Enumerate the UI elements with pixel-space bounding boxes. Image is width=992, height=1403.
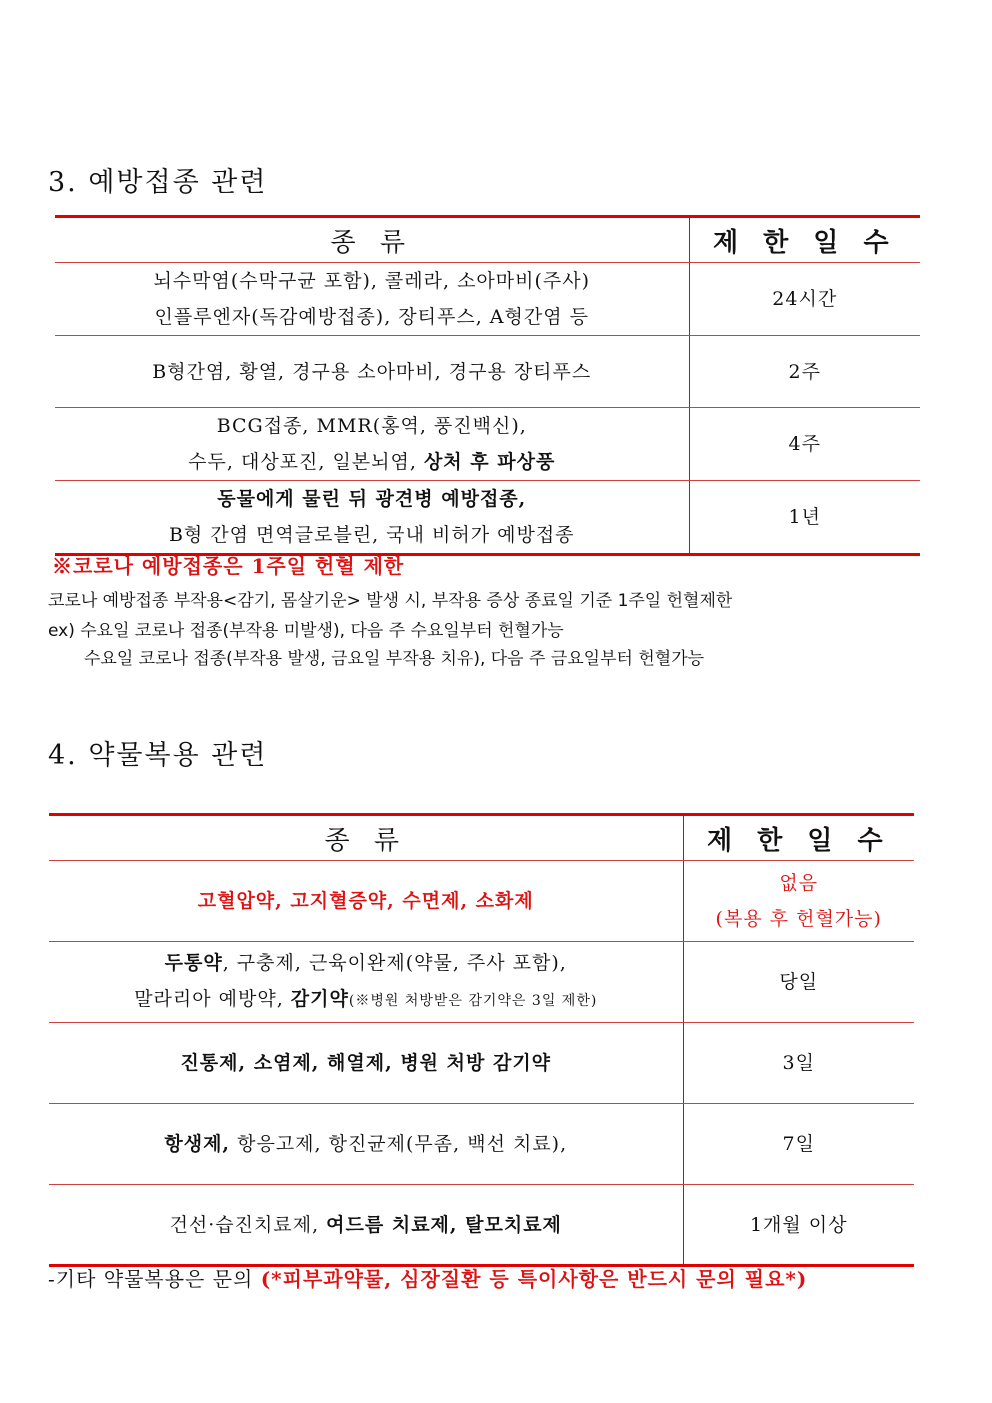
header-type: 종 류: [49, 815, 683, 861]
row-type: 고혈압약, 고지혈증약, 수면제, 소화제: [49, 861, 683, 942]
row-type-bold: 두통약: [164, 952, 223, 974]
covid-note-detail: 코로나 예방접종 부작용<감기, 몸살기운> 발생 시, 부작용 증상 종료일 기준 1주일 헌혈제한: [48, 591, 733, 611]
footer-warning: (*피부과약물, 심장질환 등 특이사항은 반드시 문의 필요*): [260, 1267, 808, 1291]
row-days: 1년: [689, 481, 920, 555]
row-line: 수두, 대상포진, 일본뇌염,: [188, 451, 424, 473]
row-line-bold: 동물에게 물린 뒤 광견병 예방접종,: [217, 488, 527, 510]
row-type-note: (※병원 처방받은 감기약은 3일 제한): [348, 993, 598, 1009]
row-days: 7일: [683, 1104, 914, 1185]
footer-text: -기타 약물복용은 문의: [48, 1267, 261, 1291]
table-row: [55, 263, 920, 336]
table-row: [49, 861, 914, 942]
row-days: 2주: [689, 336, 920, 408]
table-row: [49, 1023, 914, 1104]
row-days: 4주: [689, 408, 920, 481]
row-type-bold: 항생제,: [164, 1133, 231, 1155]
table-row: [55, 408, 920, 481]
medication-table: [49, 813, 914, 1267]
row-days: 없음: [779, 872, 819, 894]
row-line: 뇌수막염(수막구균 포함), 콜레라, 소아마비(주사): [153, 270, 591, 292]
row-type: 항응고제, 항진균제(무좀, 백선 치료),: [230, 1133, 568, 1155]
row-days: 3일: [683, 1023, 914, 1104]
footer-note: [48, 1263, 807, 1292]
table-row: [49, 942, 914, 1023]
header-days: 제 한 일 수: [683, 815, 914, 861]
row-line: B형 간염 면역글로블린, 국내 비허가 예방접종: [168, 524, 575, 546]
row-days: 당일: [683, 942, 914, 1023]
header-type: 종 류: [55, 217, 689, 263]
row-type-bold: 감기약: [290, 988, 349, 1010]
table-row: [55, 481, 920, 555]
header-days: 제 한 일 수: [689, 217, 920, 263]
table-row: [49, 1185, 914, 1266]
covid-note: ※코로나 예방접종은 1주일 헌혈 제한: [52, 554, 405, 578]
table-row: [49, 1104, 914, 1185]
row-days-note: (복용 후 헌혈가능): [715, 908, 882, 930]
row-type-bold: 여드름 치료제, 탈모치료제: [326, 1213, 562, 1236]
vaccination-table: [55, 215, 920, 556]
covid-example-2: 수요일 코로나 접종(부작용 발생, 금요일 부작용 치유), 다음 주 금요일부터 헌혈가능: [84, 649, 705, 669]
row-line: B형간염, 황열, 경구용 소아마비, 경구용 장티푸스: [55, 336, 689, 408]
row-line: 인플루엔자(독감예방접종), 장티푸스, A형간염 등: [154, 306, 589, 328]
row-line-bold: 상처 후 파상풍: [423, 451, 556, 473]
row-days: 24시간: [689, 263, 920, 336]
row-line: BCG접종, MMR(홍역, 풍진백신),: [216, 415, 527, 437]
row-days: 1개월 이상: [683, 1185, 914, 1266]
row-type: 진통제, 소염제, 해열제, 병원 처방 감기약: [49, 1023, 683, 1104]
table-row: [55, 336, 920, 408]
section3-title: 3. 예방접종 관련: [48, 167, 268, 198]
row-type: 건선·습진치료제,: [169, 1213, 327, 1236]
section4-title: 4. 약물복용 관련: [48, 740, 268, 771]
row-type: , 구충제, 근육이완제(약물, 주사 포함),: [222, 952, 567, 974]
row-type: 말라리아 예방약,: [134, 988, 291, 1010]
covid-example-1: ex) 수요일 코로나 접종(부작용 미발생), 다음 주 수요일부터 헌혈가능: [48, 621, 564, 641]
